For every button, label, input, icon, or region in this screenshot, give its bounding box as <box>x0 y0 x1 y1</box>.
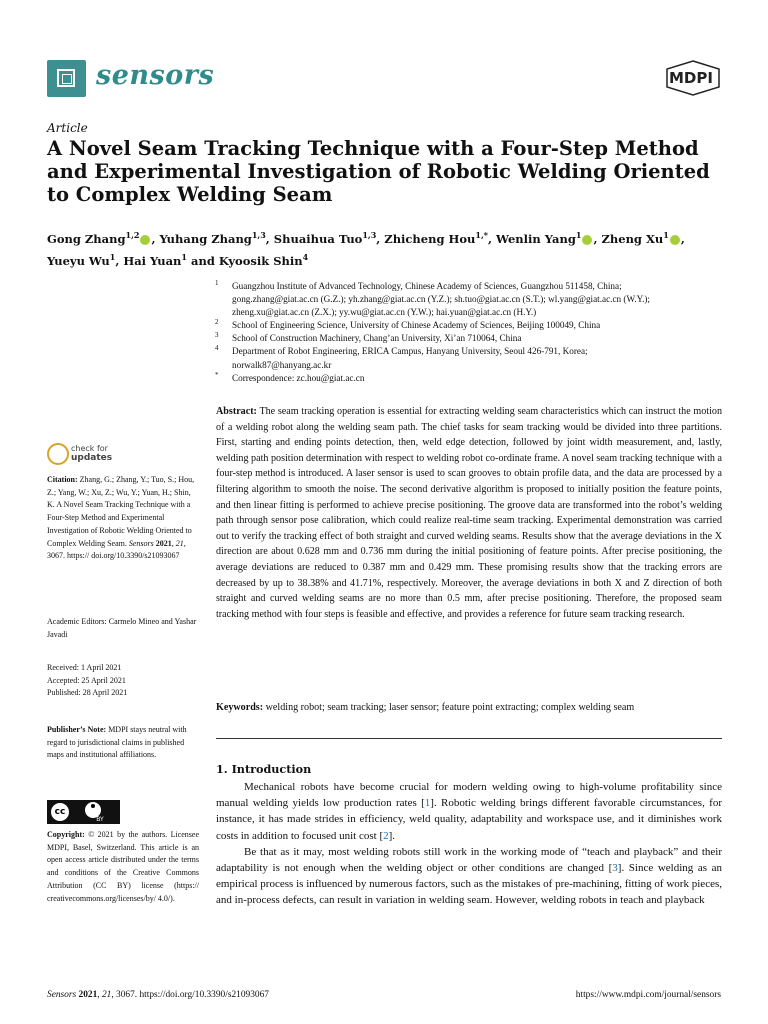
academic-editors: Academic Editors: Carmelo Mineo and Yashar Javadi <box>47 617 197 639</box>
author-list: Gong Zhang$^{1,2}$ , Yuhang Zhang$^{1,3}$, Shuaihua Tuo$^{1,3}$, Zhicheng Hou$^{1,*}$, Wenlin Yang$^1$ , Zheng Xu$^1$ , Yueyu Wu$^1$, Hai Yuan$^1$ and Kyoosik Shin$^4$ <box>47 230 685 268</box>
citation-link[interactable]: 3 <box>612 862 618 875</box>
check-updates-icon <box>47 443 69 465</box>
abstract-text: The seam tracking operation is essential for extracting welding seam characteristics which can instruct the motion of a welding robot along the welding seam path. The chief tasks for seam tracking would be divided into three partitions. First, starting and ending points detection, then, weld edge detection, followed by joint width measurement, and, lastly, welding path position determination with respect to welding robot co-ordinate frame. A novel seam tracking technique with a four-step method is introduced. A laser sensor is used to scan grooves to obtain profile data, and the data are processed by a filtering algorithm to smooth the noise. The second derivative algorithm is proposed to initially position the feature points, and then linear fitting is performed to achieve precise positioning. The groove data are transformed into the robot’s welding path through sensor pose calibration, which could realize real-time seam tracking. Experimental demonstration was carried out to verify the tracking effect of both straight and curved welding seams. Results show that the average deviations in the X direction are about 0.628 mm and 0.736 mm during the initial positioning of feature points. After precise positioning, the average deviations are reduced to 0.387 mm and 0.429 mm. These promising results show that the tracking errors are decreased by up to 38.38% and 41.71%, respectively. Moreover, the average deviations in both X and Z direction of both straight and curved welding seams are no more than 0.5 mm, after precise positioning. Therefore, the proposed seam tracking method with four steps is feasible and effective, and provides a reference for future seam tracking research. <box>216 406 722 620</box>
citation-link[interactable]: 1 <box>424 797 431 810</box>
author-affiliation-sup: 1 <box>109 251 116 262</box>
publishers-note: Publisher’s Note: MDPI stays neutral with regard to jurisdictional claims in published maps and institutional affiliations. <box>47 725 187 760</box>
introduction-body <box>216 779 722 909</box>
publisher-name: MDPI <box>669 69 713 87</box>
footer-citation: Sensors 2021, 21, 3067. https://doi.org/10.3390/s21093067 <box>47 990 269 1000</box>
orcid-icon[interactable] <box>582 235 592 245</box>
article-type: Article <box>47 121 88 135</box>
keywords-label: Keywords: <box>216 702 264 713</box>
author-affiliation-sup: 1,3 <box>251 230 266 240</box>
abstract-label: Abstract: <box>216 406 257 417</box>
journal-name: sensors <box>96 60 215 91</box>
accepted-date: Accepted: 25 April 2021 <box>47 675 126 685</box>
author: Yueyu Wu <box>47 253 110 268</box>
section-heading-introduction: 1. Introduction <box>216 762 312 776</box>
cc-by-license-icon[interactable]: cc BY <box>47 800 120 824</box>
intro-paragraph: Be that as it may, most welding robots still work in the working mode of “teach and playback” and their adaptability is not enough when the welding object or other conditions are changed [3]. Since welding as an empirical process is influenced by numerous factors, such as the mistakes of pre-machining, fitting of work pieces, and in-process defects, can result in variation in welding seam. However, welding robots in teach and playback <box>216 845 722 907</box>
dates <box>47 662 199 700</box>
affiliation-item: 1 Guangzhou Institute of Advanced Technology, Chinese Academy of Sciences, Guangzhou 511458, China; gong.zhang@giat.ac.cn (G.Z.); yh.zhang@giat.ac.cn (Y.Z.); sh.tuo@giat.ac.cn (S.T.); wl.yang@giat.ac.cn (W.Y.); zheng.xu@giat.ac.cn (Z.X.); yy.wu@giat.ac.cn (Y.W.); hai.yuan@giat.ac.cn (H.Y.) <box>215 279 650 318</box>
keywords-text: welding robot; seam tracking; laser sensor; feature point extracting; complex welding seam <box>265 702 635 713</box>
check-for-updates-badge[interactable]: check for updates <box>47 440 147 470</box>
keywords <box>216 702 722 713</box>
intro-paragraph: Mechanical robots have become crucial for modern welding owing to high-volume profitability since manual welding yields low production rates [1]. Robotic welding brings different favorable circumstances, for instance, it has made strides in efficiency, weld quality, adaptability and workspace use, and it diminishes work costs in addition to focused unit cost [2]. <box>216 781 722 842</box>
mdpi-logo <box>665 60 721 96</box>
orcid-icon[interactable] <box>670 235 680 245</box>
affiliation-item: 4 Department of Robot Engineering, ERICA Campus, Hanyang University, Seoul 426-791, Korea; norwalk87@hanyang.ac.kr <box>215 344 588 370</box>
author-affiliation-sup: 1,3 <box>362 230 377 240</box>
footer-journal-url[interactable]: https://www.mdpi.com/journal/sensors <box>575 990 721 1000</box>
author: Wenlin Yang <box>495 231 576 246</box>
orcid-icon[interactable] <box>140 235 150 245</box>
author-affiliation-sup: 1,2 <box>125 230 140 240</box>
journal-logo-icon <box>47 60 86 97</box>
author-affiliation-sup: 1 <box>575 230 582 240</box>
citation-block: Citation: Zhang, G.; Zhang, Y.; Tuo, S.; Hou, Z.; Yang, W.; Xu, Z.; Wu, Y.; Yuan, H.; Shin, K. A Novel Seam Tracking Technique with a Four-Step Method and Experimental Investigation of Robotic Welding Oriented to Complex Welding Seam. Sensors 2021, 21, 3067. https:// doi.org/10.3390/s21093067 <box>47 475 195 561</box>
author: Zheng Xu <box>601 231 664 246</box>
affiliations <box>215 280 735 385</box>
author-affiliation-sup: 1 <box>181 251 187 262</box>
author-affiliation-sup: 1 <box>663 230 669 240</box>
author: Hai Yuan <box>123 253 182 268</box>
paper-title: A Novel Seam Tracking Technique with a Four-Step Method and Experimental Investigation of Robotic Welding Oriented to Complex Welding Seam <box>47 137 710 206</box>
copyright: Copyright: © 2021 by the authors. Licensee MDPI, Basel, Switzerland. This article is an open access article distributed under the terms and conditions of the Creative Commons Attribution (CC BY) license (https:// creativecommons.org/licenses/by/ 4.0/). <box>47 830 200 903</box>
citation-doi-link[interactable]: doi.org/10.3390/s21093067 <box>91 551 180 561</box>
author: Shuaihua Tuo <box>273 231 363 246</box>
affiliation-item: 3 School of Construction Machinery, Chang’an University, Xi’an 710064, China <box>215 331 522 344</box>
affiliation-item: 2 School of Engineering Science, University of Chinese Academy of Sciences, Beijing 100049, China <box>215 318 601 331</box>
author: Zhicheng Hou <box>384 231 476 246</box>
author: Yuhang Zhang <box>159 231 252 246</box>
abstract <box>216 404 722 622</box>
published-date: Published: 28 April 2021 <box>47 688 128 698</box>
citation-link[interactable]: 2 <box>383 829 389 842</box>
author: Kyoosik Shin <box>218 253 303 268</box>
affiliation-item: * Correspondence: zc.hou@giat.ac.cn <box>215 370 365 383</box>
author-affiliation-sup: 4 <box>302 251 309 262</box>
author: Gong Zhang <box>47 231 126 246</box>
author-affiliation-sup: 1,* <box>475 230 488 240</box>
section-divider <box>216 738 722 739</box>
received-date: Received: 1 April 2021 <box>47 663 122 672</box>
cc-icon: cc <box>51 803 69 821</box>
